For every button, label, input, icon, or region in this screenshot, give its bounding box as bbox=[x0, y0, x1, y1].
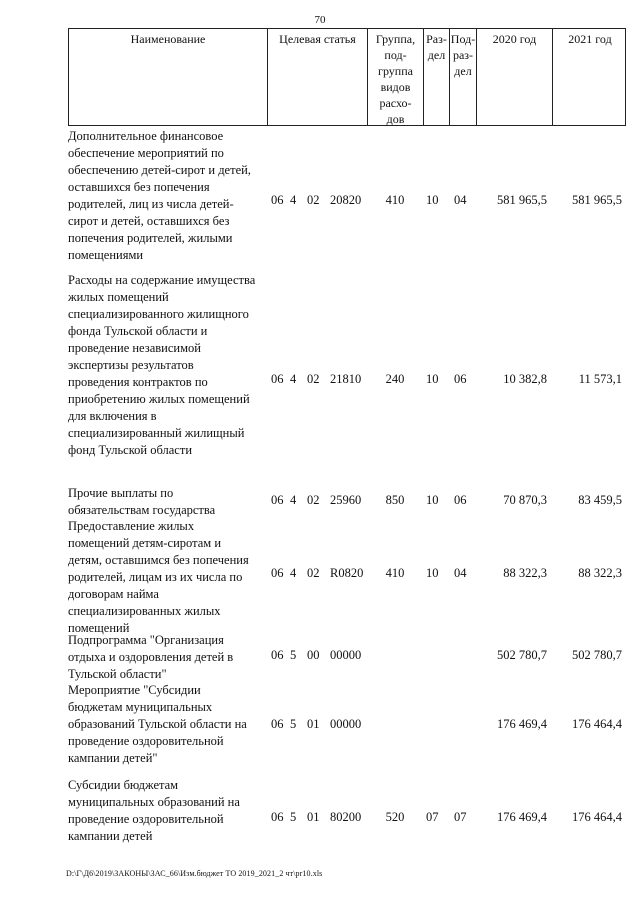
table-header bbox=[68, 28, 626, 126]
row-name: Дополнительное финансовое обеспечение мероприятий по обеспечению детей-сирот и детей, оставшихся без попечения родителей, лиц из числа детей- сирот и детей, оставшихся без попечения родителей, жилыми помещениями bbox=[68, 129, 251, 262]
cs-subprogram: 5 bbox=[290, 810, 297, 824]
amount-2020: 502 780,7 bbox=[497, 648, 547, 662]
cs-subprogram: 4 bbox=[290, 193, 297, 207]
razdel-code: 10 bbox=[426, 493, 439, 507]
amount-2021: 176 464,4 bbox=[572, 810, 622, 824]
cs-event: 00 bbox=[307, 648, 320, 662]
amount-2021: 581 965,5 bbox=[572, 193, 622, 207]
cs-event: 02 bbox=[307, 193, 320, 207]
cs-program: 06 bbox=[271, 372, 284, 386]
cs-event: 01 bbox=[307, 717, 320, 731]
cs-program: 06 bbox=[271, 717, 284, 731]
row-name: Предоставление жилых помещений детям-сиротам и детям, оставшимся без попечения родителей, лицам из их числа по договорам найма специализированных жилых помещений bbox=[68, 519, 249, 635]
amount-2020: 70 870,3 bbox=[503, 493, 547, 507]
header-podrazdel: Под- раз- дел bbox=[449, 29, 476, 125]
razdel-code: 10 bbox=[426, 193, 439, 207]
header-2021: 2021 год bbox=[552, 29, 627, 125]
cs-program: 06 bbox=[271, 810, 284, 824]
podrazdel-code: 06 bbox=[454, 372, 467, 386]
header-group: Группа, под- группа видов расхо- дов bbox=[367, 29, 423, 125]
cs-subprogram: 4 bbox=[290, 493, 297, 507]
group-code: 410 bbox=[385, 193, 405, 207]
row-name: Расходы на содержание имущества жилых помещений специализированного жилищного фонда Тульской области и проведение независимой экспертизы результатов проведения контрактов по приобретению жилых помещений для включения в специализированный жилищный фонд Тульской области bbox=[68, 273, 256, 457]
page-number: 70 bbox=[314, 14, 326, 26]
header-name: Наименование bbox=[130, 32, 206, 46]
amount-2021: 502 780,7 bbox=[572, 648, 622, 662]
amount-2021: 83 459,5 bbox=[578, 493, 622, 507]
razdel-code: 07 bbox=[426, 810, 439, 824]
group-code: 410 bbox=[385, 566, 405, 580]
cs-subprogram: 5 bbox=[290, 717, 297, 731]
row-name: Мероприятие "Субсидии бюджетам муниципальных образований Тульской области на проведение оздоровительной кампании детей" bbox=[68, 683, 247, 765]
cs-direction: 80200 bbox=[330, 810, 362, 824]
cs-subprogram: 5 bbox=[290, 648, 297, 662]
file-path-footer: D:\Г\Д6\2019\ЗАКОНЫ\ЗАС_66\Изм.бюджет ТО 2019_2021_2 чт\pr10.xls bbox=[66, 869, 323, 878]
amount-2020: 581 965,5 bbox=[497, 193, 547, 207]
header-razdel: Раз- дел bbox=[423, 29, 449, 125]
group-code: 850 bbox=[385, 493, 405, 507]
group-code: 240 bbox=[385, 372, 405, 386]
cs-event: 02 bbox=[307, 372, 320, 386]
cs-subprogram: 4 bbox=[290, 372, 297, 386]
cs-event: 02 bbox=[307, 493, 320, 507]
cs-direction: 20820 bbox=[330, 193, 362, 207]
header-target-article: Целевая статья bbox=[267, 29, 367, 125]
row-name: Подпрограмма "Организация отдыха и оздоровления детей в Тульской области" bbox=[68, 633, 234, 681]
cs-event: 01 bbox=[307, 810, 320, 824]
amount-2021: 88 322,3 bbox=[578, 566, 622, 580]
cs-program: 06 bbox=[271, 566, 284, 580]
cs-direction: 21810 bbox=[330, 372, 362, 386]
podrazdel-code: 04 bbox=[454, 566, 467, 580]
cs-direction: 25960 bbox=[330, 493, 362, 507]
cs-program: 06 bbox=[271, 648, 284, 662]
razdel-code: 10 bbox=[426, 566, 439, 580]
amount-2020: 176 469,4 bbox=[497, 810, 547, 824]
amount-2020: 88 322,3 bbox=[503, 566, 547, 580]
header-2020: 2020 год bbox=[476, 29, 552, 125]
amount-2020: 10 382,8 bbox=[503, 372, 547, 386]
cs-program: 06 bbox=[271, 493, 284, 507]
cs-direction: 00000 bbox=[330, 648, 362, 662]
cs-event: 02 bbox=[307, 566, 320, 580]
amount-2021: 11 573,1 bbox=[578, 372, 622, 386]
podrazdel-code: 04 bbox=[454, 193, 467, 207]
row-name: Прочие выплаты по обязательствам государства bbox=[68, 486, 216, 517]
podrazdel-code: 07 bbox=[454, 810, 467, 824]
row-name: Субсидии бюджетам муниципальных образований на проведение оздоровительной кампании детей bbox=[68, 778, 240, 843]
group-code: 520 bbox=[385, 810, 405, 824]
razdel-code: 10 bbox=[426, 372, 439, 386]
podrazdel-code: 06 bbox=[454, 493, 467, 507]
cs-direction: R0820 bbox=[330, 566, 364, 580]
cs-direction: 00000 bbox=[330, 717, 362, 731]
cs-subprogram: 4 bbox=[290, 566, 297, 580]
amount-2021: 176 464,4 bbox=[572, 717, 622, 731]
amount-2020: 176 469,4 bbox=[497, 717, 547, 731]
cs-program: 06 bbox=[271, 193, 284, 207]
